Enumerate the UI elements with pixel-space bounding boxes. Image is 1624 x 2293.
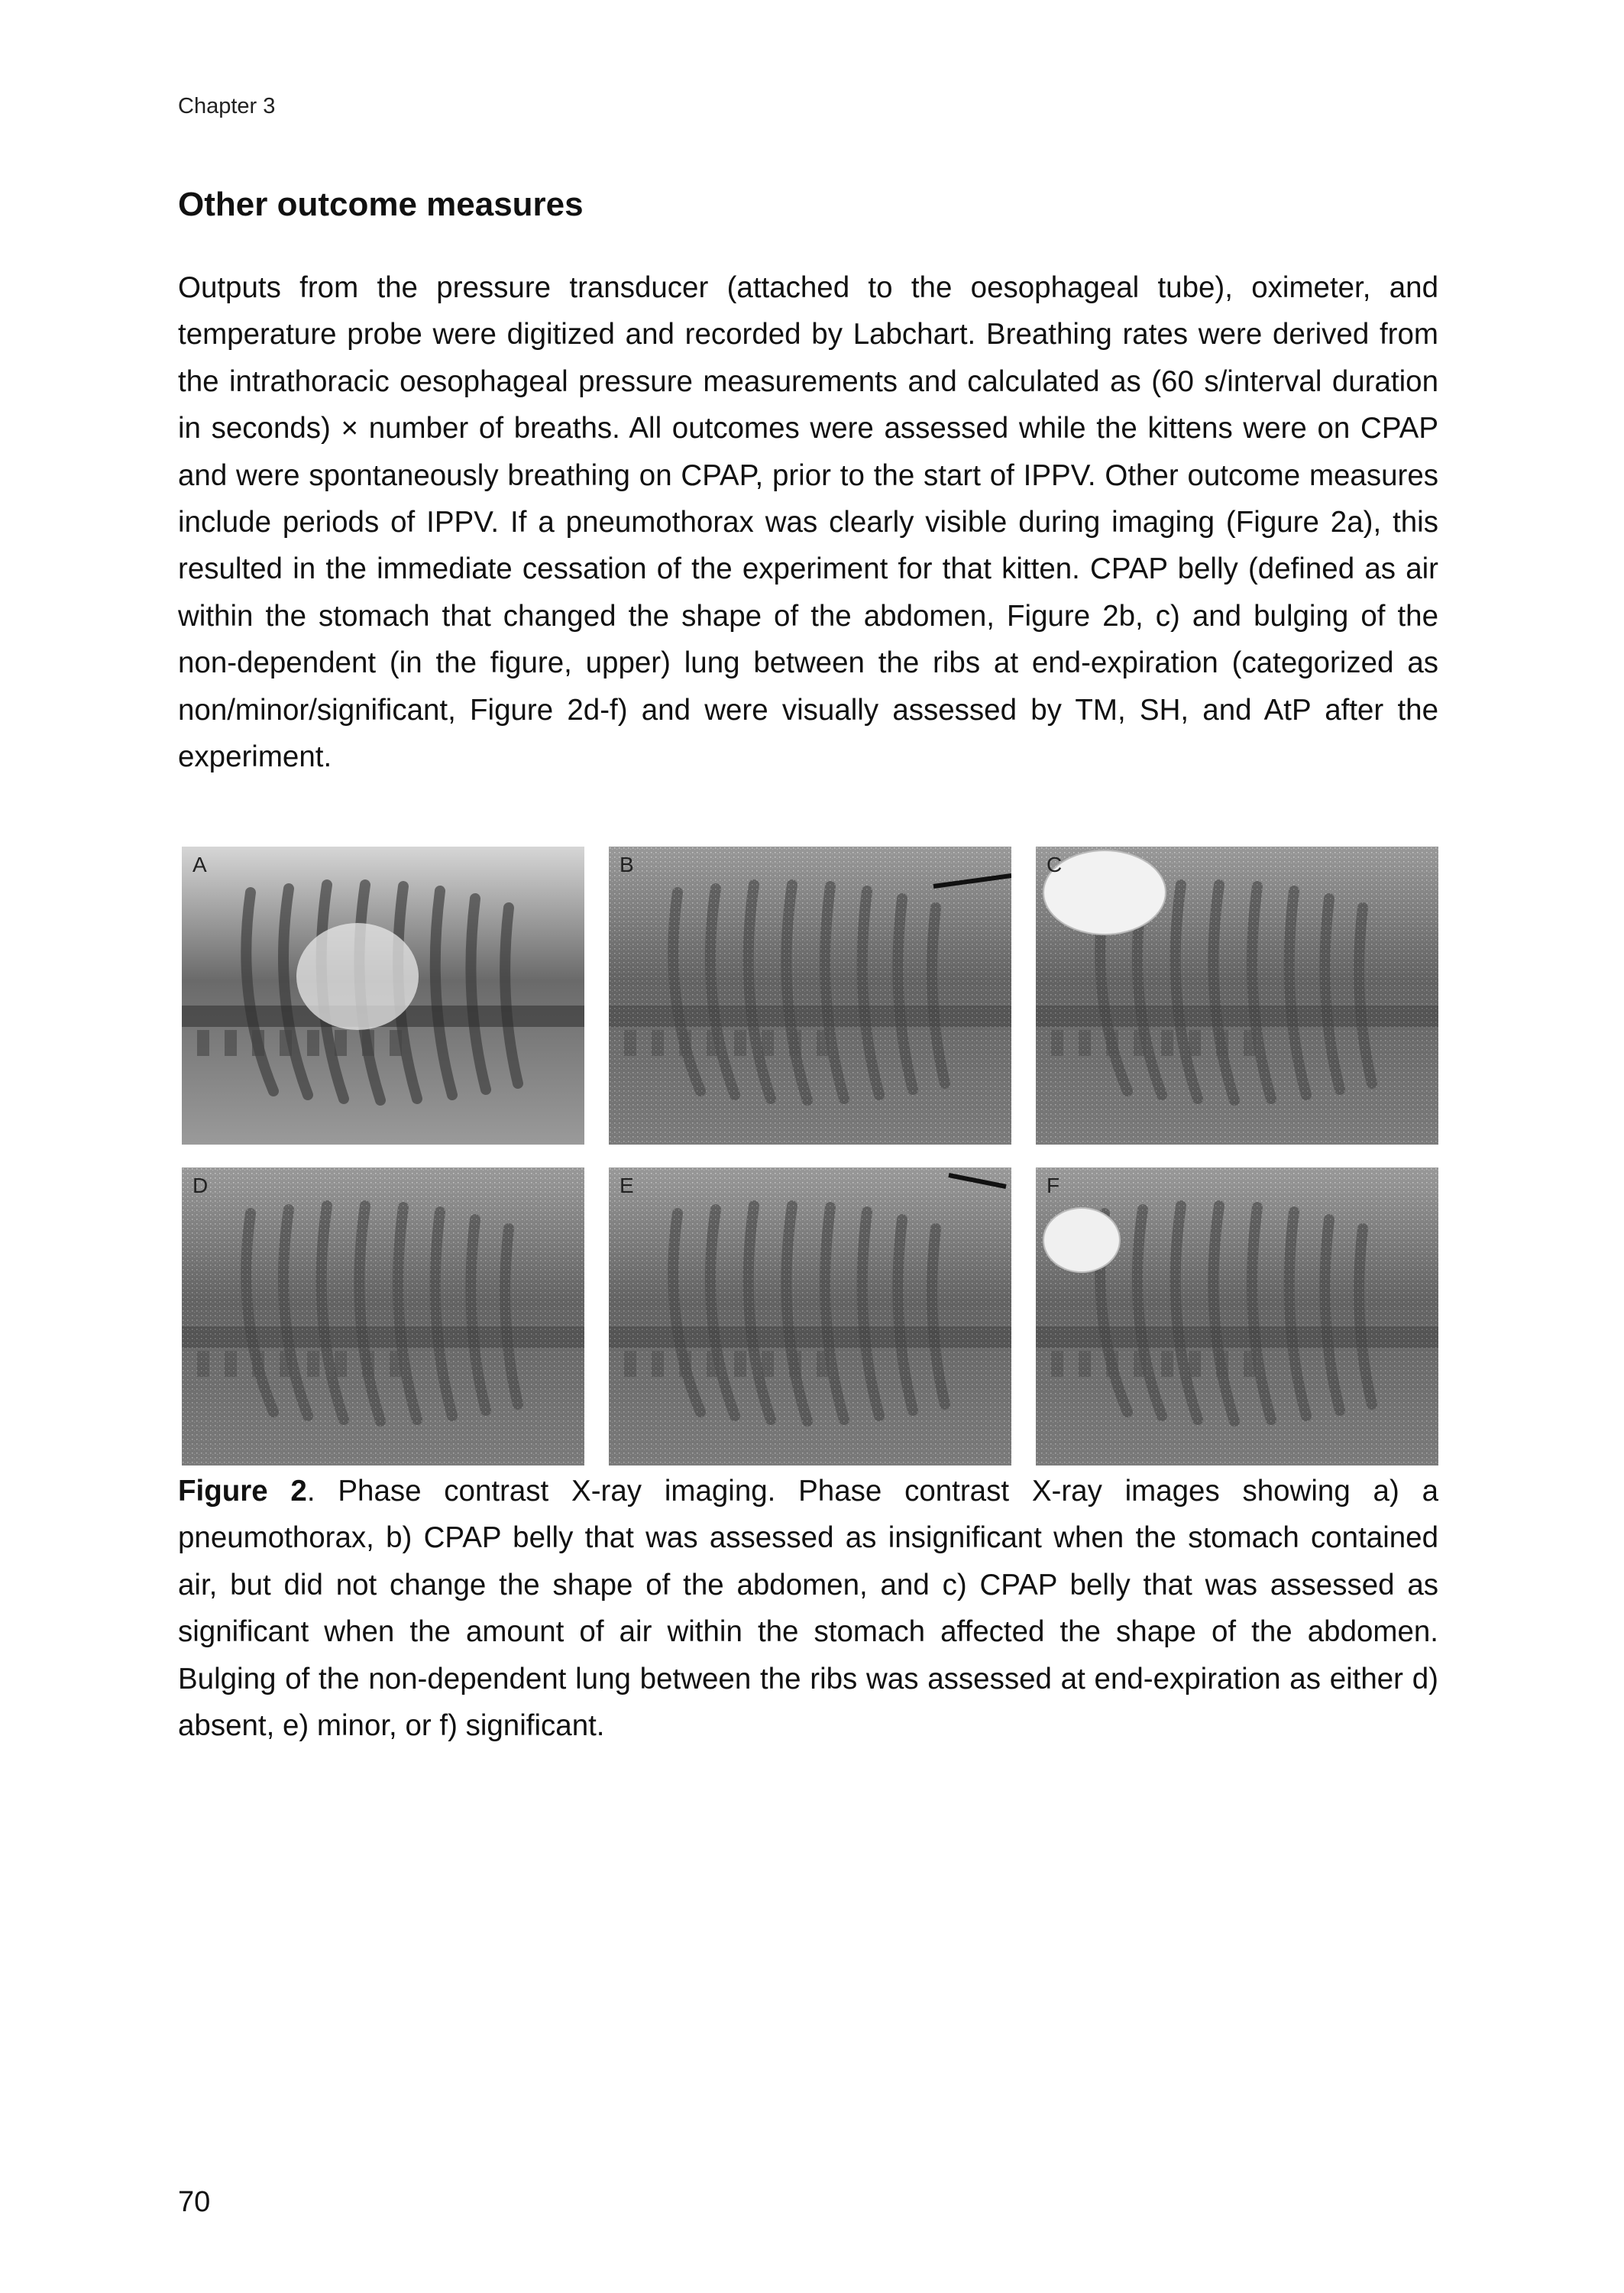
xray-panel-f [1036,1168,1438,1466]
panel-label-e: E [620,1174,634,1197]
page-number: 70 [178,2186,211,2218]
figure-caption-label: Figure 2 [178,1475,307,1508]
section-title: Other outcome measures [178,186,584,223]
panel-label-f: F [1047,1174,1060,1197]
xray-panel-a [182,847,584,1145]
xray-panel-d [182,1168,584,1466]
running-head: Chapter 3 [178,94,276,118]
panel-label-b: B [620,853,634,876]
xray-panel-e [609,1168,1011,1466]
xray-image-b [609,847,1011,1145]
body-paragraph: Outputs from the pressure transducer (attached to the oesophageal tube), oximeter, and temperature probe were digitized and recorded by Labchart. Breathing rates were derived from the intrathoracic oesophageal pressure measurements and calculated as (60 s/interval duration in seconds) × number of breaths. All outcomes were assessed while the kittens were on CPAP and were spontaneously breathing on CPAP, prior to the start of IPPV. Other outcome measures include periods of IPPV. If a pneumothorax was clearly visible during imaging (Figure 2a), this resulted in the immediate cessation of the experiment for that kitten. CPAP belly (defined as air within the stomach that changed the shape of the abdomen, Figure 2b, c) and bulging of the non-dependent (in the figure, upper) lung between the ribs at end-expiration (categorized as non/minor/significant, Figure 2d-f) and were visually assessed by TM, SH, and AtP after the experiment. [178,271,1438,774]
xray-image-c [1036,847,1438,1145]
xray-panel-c [1036,847,1438,1145]
xray-image-e [609,1168,1011,1466]
xray-image-a [182,847,584,1145]
xray-panel-b [609,847,1011,1145]
figure-2-grid [182,847,1438,1466]
panel-label-c: C [1047,853,1063,876]
panel-label-d: D [192,1174,209,1197]
figure-caption [178,1468,1438,1749]
xray-image-d [182,1168,584,1466]
panel-label-a: A [192,853,207,876]
xray-image-f [1036,1168,1438,1466]
figure-caption-text: . Phase contrast X-ray imaging. Phase contrast X-ray images showing a) a pneumothorax, b) CPAP belly that was assessed as insignificant when the stomach contained air, but did not change the shape of the abdomen, and c) CPAP belly that was assessed as significant when the amount of air within the stomach affected the shape of the abdomen. Bulging of the non-dependent lung between the ribs was assessed at end-expiration as either d) absent, e) minor, or f) significant. [178,1475,1438,1743]
